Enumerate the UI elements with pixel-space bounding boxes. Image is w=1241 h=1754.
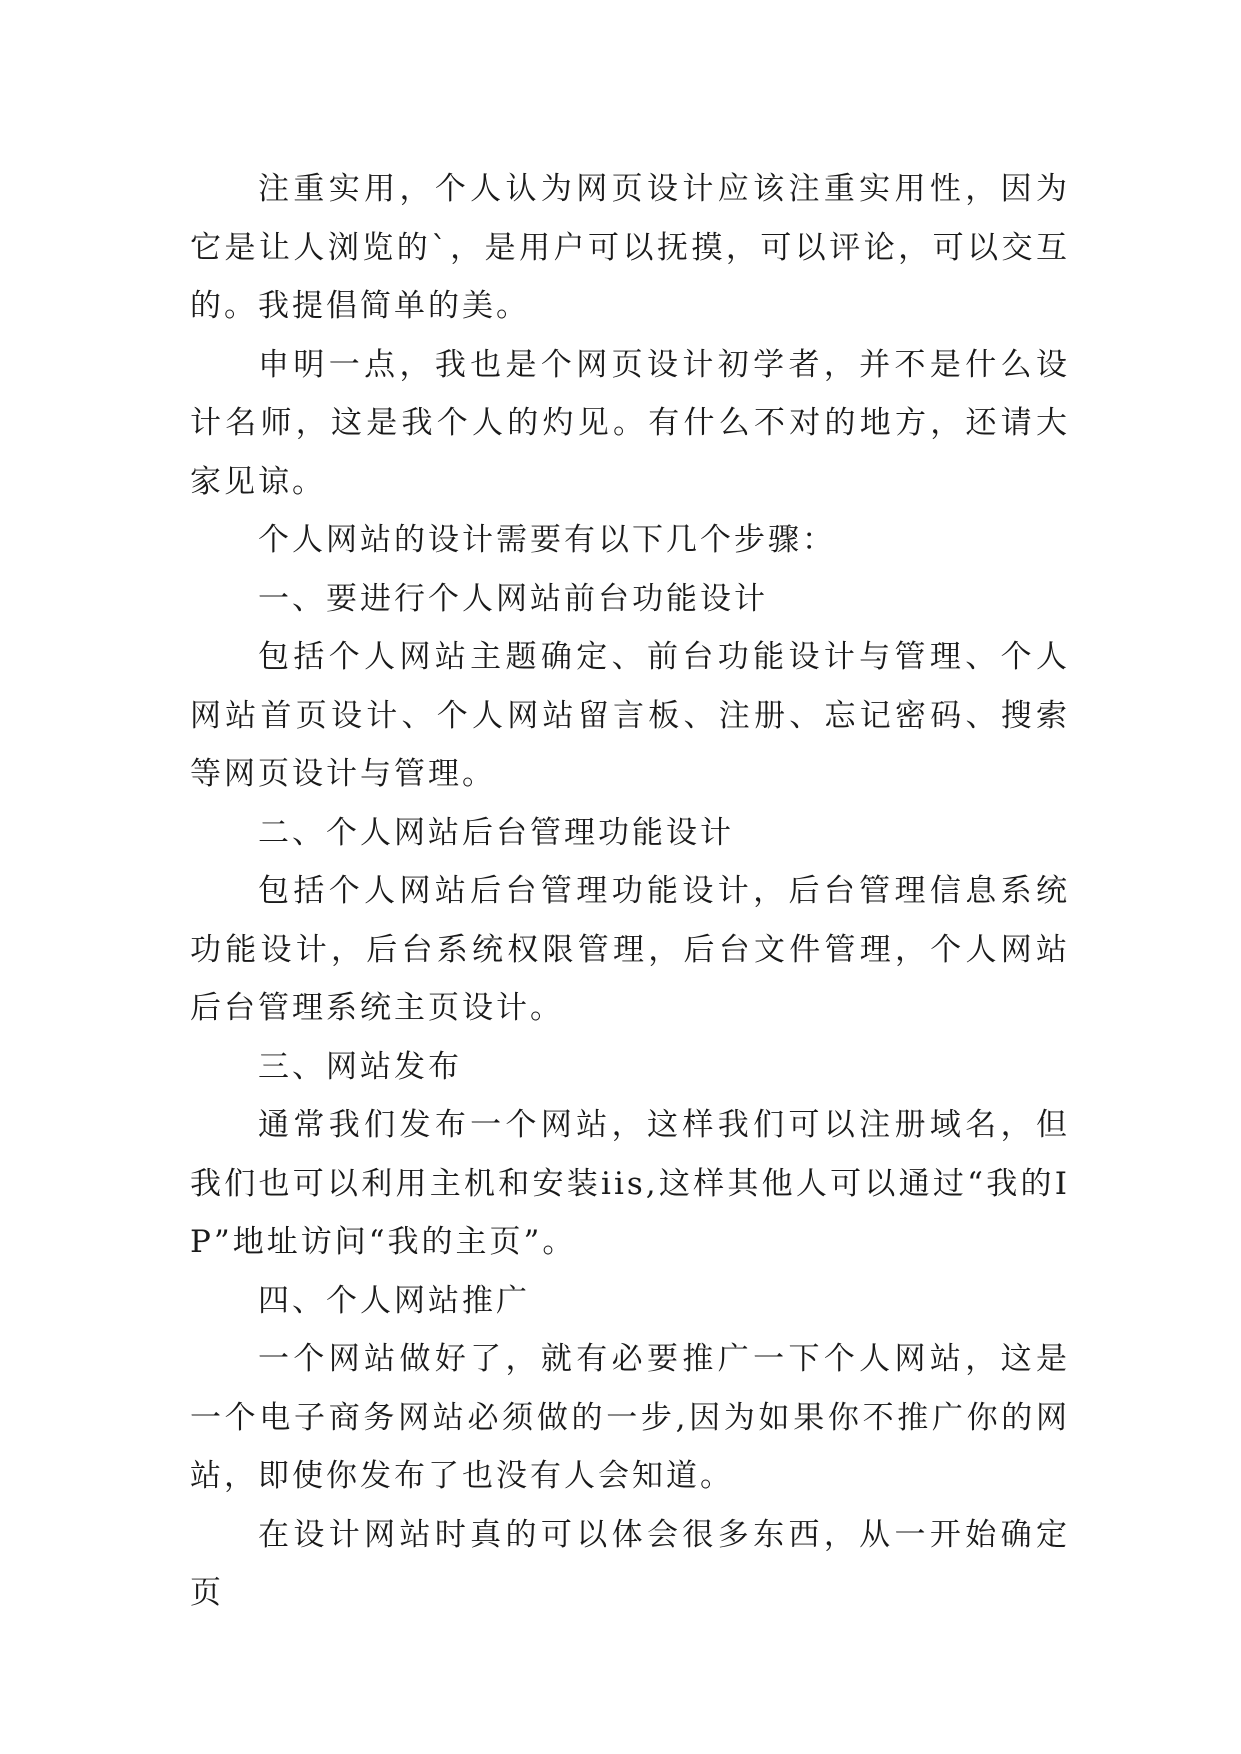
paragraph-steps-intro: 个人网站的设计需要有以下几个步骤： [258, 522, 836, 558]
paragraph-step-4: 一个网站做好了，就有必要推广一下个人网站，这是一个电子商务网站必须做的一步,因为如果你不推广你的网站，即使你发布了也没有人会知道。 [190, 1341, 1070, 1494]
heading-step-4: 四、个人网站推广 [258, 1282, 530, 1319]
paragraph-disclaimer: 申明一点，我也是个网页设计初学者，并不是什么设计名师，这是我个人的灼见。有什么不对的地方，还请大家见谅。 [190, 346, 1070, 500]
heading-step-2: 二、个人网站后台管理功能设计 [258, 814, 734, 851]
paragraph-practicality: 注重实用，个人认为网页设计应该注重实用性，因为它是让人浏览的`，是用户可以抚摸，可以评论，可以交互的。我提倡简单的美。 [190, 171, 1070, 324]
heading-step-3: 三、网站发布 [258, 1048, 462, 1085]
paragraph-reflection: 在设计网站时真的可以体会很多东西，从一开始确定页 [190, 1516, 1070, 1611]
heading-step-1: 一、要进行个人网站前台功能设计 [258, 580, 768, 617]
paragraph-step-3: 通常我们发布一个网站，这样我们可以注册域名，但我们也可以利用主机和安装iis,这样其他人可以通过“我的IP”地址访问“我的主页”。 [190, 1107, 1070, 1260]
paragraph-step-1: 包括个人网站主题确定、前台功能设计与管理、个人网站首页设计、个人网站留言板、注册、忘记密码、搜索等网页设计与管理。 [190, 639, 1070, 792]
document-body [190, 160, 1070, 1623]
paragraph-step-2: 包括个人网站后台管理功能设计，后台管理信息系统功能设计，后台系统权限管理，后台文件管理，个人网站后台管理系统主页设计。 [190, 873, 1070, 1026]
